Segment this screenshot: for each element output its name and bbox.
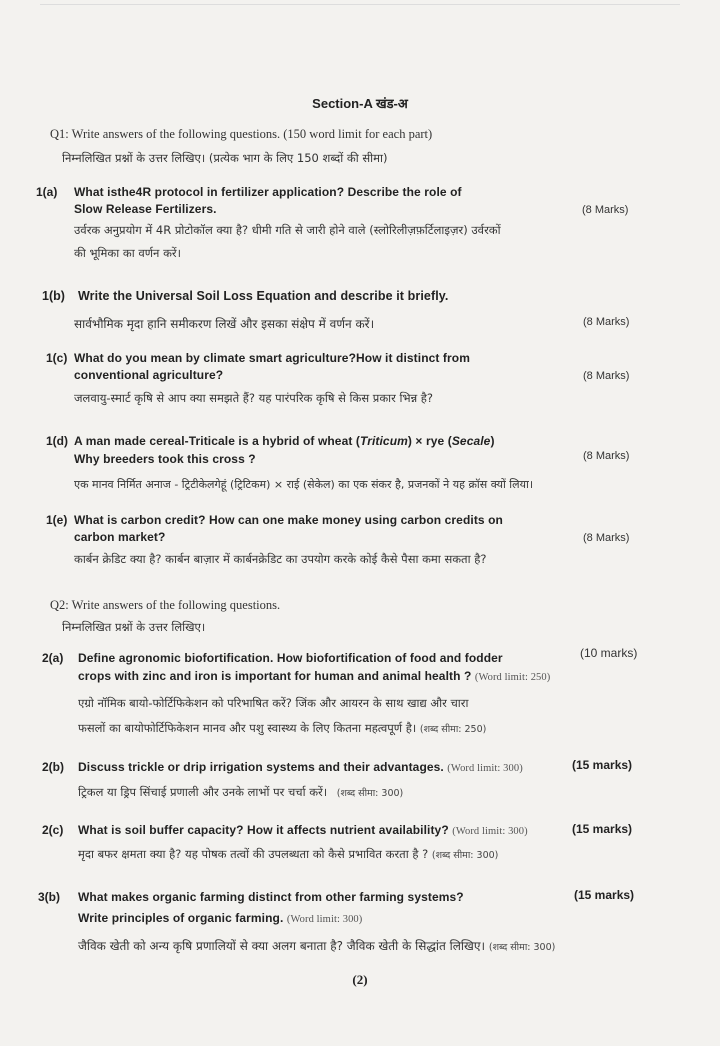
- question-text-hi: सार्वभौमिक मृदा हानि समीकरण लिखें और इसका संक्षेप में वर्णन करें।: [74, 317, 375, 331]
- question-number: 1(a): [36, 185, 58, 199]
- question-number: 1(e): [46, 513, 68, 527]
- marks-label: (8 Marks): [583, 450, 630, 462]
- word-limit: (Word limit: 300): [447, 763, 523, 774]
- question-text-en: What makes organic farming distinct from other farming systems?: [78, 890, 464, 904]
- question-text-en: What is carbon credit? How can one make money using carbon credits on: [74, 513, 503, 527]
- question-text-hi: की भूमिका का वर्णन करें।: [74, 246, 181, 260]
- q1-intro-en: Q1: Write answers of the following questions. (150 word limit for each part): [50, 127, 433, 141]
- q2-intro-en: Q2: Write answers of the following questions.: [50, 598, 281, 612]
- page-number: (2): [352, 972, 368, 987]
- question-number: 3(b): [38, 890, 60, 904]
- question-text-en: Write the Universal Soil Loss Equation and describe it briefly.: [78, 289, 449, 303]
- word-limit-hi: (शब्द सीमा: 250): [419, 724, 487, 735]
- question-number: 1(b): [42, 289, 65, 303]
- q2-intro-hi: निम्नलिखित प्रश्नों के उत्तर लिखिए।: [62, 620, 206, 634]
- question-text-en: A man made cereal-Triticale is a hybrid of wheat (Triticum) × rye (Secale): [74, 434, 495, 448]
- marks-label: (8 Marks): [583, 370, 630, 382]
- question-number: 2(c): [42, 823, 64, 837]
- top-divider: [40, 4, 680, 5]
- question-text-hi: एक मानव निर्मित अनाज - ट्रिटीकेलगेहूं (ट्रिटिकम) × राई (सेकेल) का एक संकर है, प्रजनकों ने यह क्रॉस क्यों लिया।: [74, 478, 534, 491]
- question-number: 1(c): [46, 351, 68, 365]
- marks-label: (8 Marks): [583, 316, 630, 328]
- question-text-en: Slow Release Fertilizers.: [74, 202, 217, 216]
- word-limit-hi: (शब्द सीमा: 300): [488, 942, 556, 953]
- question-text-hi: उर्वरक अनुप्रयोग में 4R प्रोटोकॉल क्या है? धीमी गति से जारी होने वाले (स्लोरिलीज़फ़र्टिलाइज़र) उर्वरकों: [74, 223, 501, 237]
- question-text-en: Write principles of organic farming. (Word limit: 300): [78, 911, 363, 925]
- marks-label: (15 marks): [574, 888, 635, 902]
- question-text-hi: जैविक खेती को अन्य कृषि प्रणालियों से क्या अलग बनाता है? जैविक खेती के सिद्धांत लिखिए। (शब्द सीमा: 300): [78, 939, 556, 953]
- word-limit: (Word limit: 300): [286, 914, 363, 925]
- question-text-en: What do you mean by climate smart agriculture?How it distinct from: [74, 351, 470, 365]
- question-text-en: Define agronomic biofortification. How biofortification of food and fodder: [78, 651, 503, 665]
- question-text-en: carbon market?: [74, 530, 166, 544]
- question-text-en: Why breeders took this cross ?: [74, 452, 256, 466]
- question-number: 2(b): [42, 760, 64, 774]
- question-text-en: What is soil buffer capacity? How it affects nutrient availability? (Word limit: 300): [78, 823, 528, 837]
- q1-intro-hi: निम्नलिखित प्रश्नों के उत्तर लिखिए। (प्रत्येक भाग के लिए 150 शब्दों की सीमा): [62, 151, 388, 165]
- question-text-hi: कार्बन क्रेडिट क्या है? कार्बन बाज़ार में कार्बनक्रेडिट का उपयोग करके कोई कैसे पैसा कमा सकता है?: [74, 552, 487, 566]
- question-text-hi: जलवायु-स्मार्ट कृषि से आप क्या समझते हैं? यह पारंपरिक कृषि से किस प्रकार भिन्न है?: [74, 391, 433, 405]
- marks-label: (15 marks): [572, 758, 633, 772]
- question-text-en: crops with zinc and iron is important for human and animal health ? (Word limit: 250): [78, 669, 551, 683]
- question-number: 2(a): [42, 651, 64, 665]
- marks-label: (8 Marks): [583, 532, 630, 544]
- word-limit-hi: (शब्द सीमा: 300): [431, 850, 499, 861]
- section-title: Section-A खंड-अ: [312, 96, 408, 111]
- question-text-hi: एग्रो नॉमिक बायो-फोर्टिफिकेशन को परिभाषित करें? जिंक और आयरन के साथ खाद्य और चारा: [78, 696, 469, 710]
- question-text-hi: ट्रिकल या ड्रिप सिंचाई प्रणाली और उनके लाभों पर चर्चा करें। (शब्द सीमा: 300): [78, 785, 404, 799]
- question-text-en: conventional agriculture?: [74, 368, 224, 382]
- marks-label: (15 marks): [572, 822, 633, 836]
- marks-label: (8 Marks): [582, 204, 629, 216]
- word-limit: (Word limit: 300): [452, 826, 528, 837]
- question-number: 1(d): [46, 434, 68, 448]
- question-text-en: What isthe4R protocol in fertilizer application? Describe the role of: [74, 185, 462, 199]
- question-text-hi: मृदा बफर क्षमता क्या है? यह पोषक तत्वों की उपलब्धता को कैसे प्रभावित करता है ? (शब्द सीमा: 300): [78, 847, 499, 861]
- marks-label: (10 marks): [580, 646, 638, 660]
- question-text-hi: फसलों का बायोफोर्टिफिकेशन मानव और पशु स्वास्थ्य के लिए कितना महत्वपूर्ण है। (शब्द सीमा: 250): [78, 721, 487, 735]
- word-limit: (Word limit: 250): [474, 672, 551, 683]
- word-limit-hi: (शब्द सीमा: 300): [336, 788, 404, 799]
- question-text-en: Discuss trickle or drip irrigation systems and their advantages. (Word limit: 300): [78, 760, 523, 774]
